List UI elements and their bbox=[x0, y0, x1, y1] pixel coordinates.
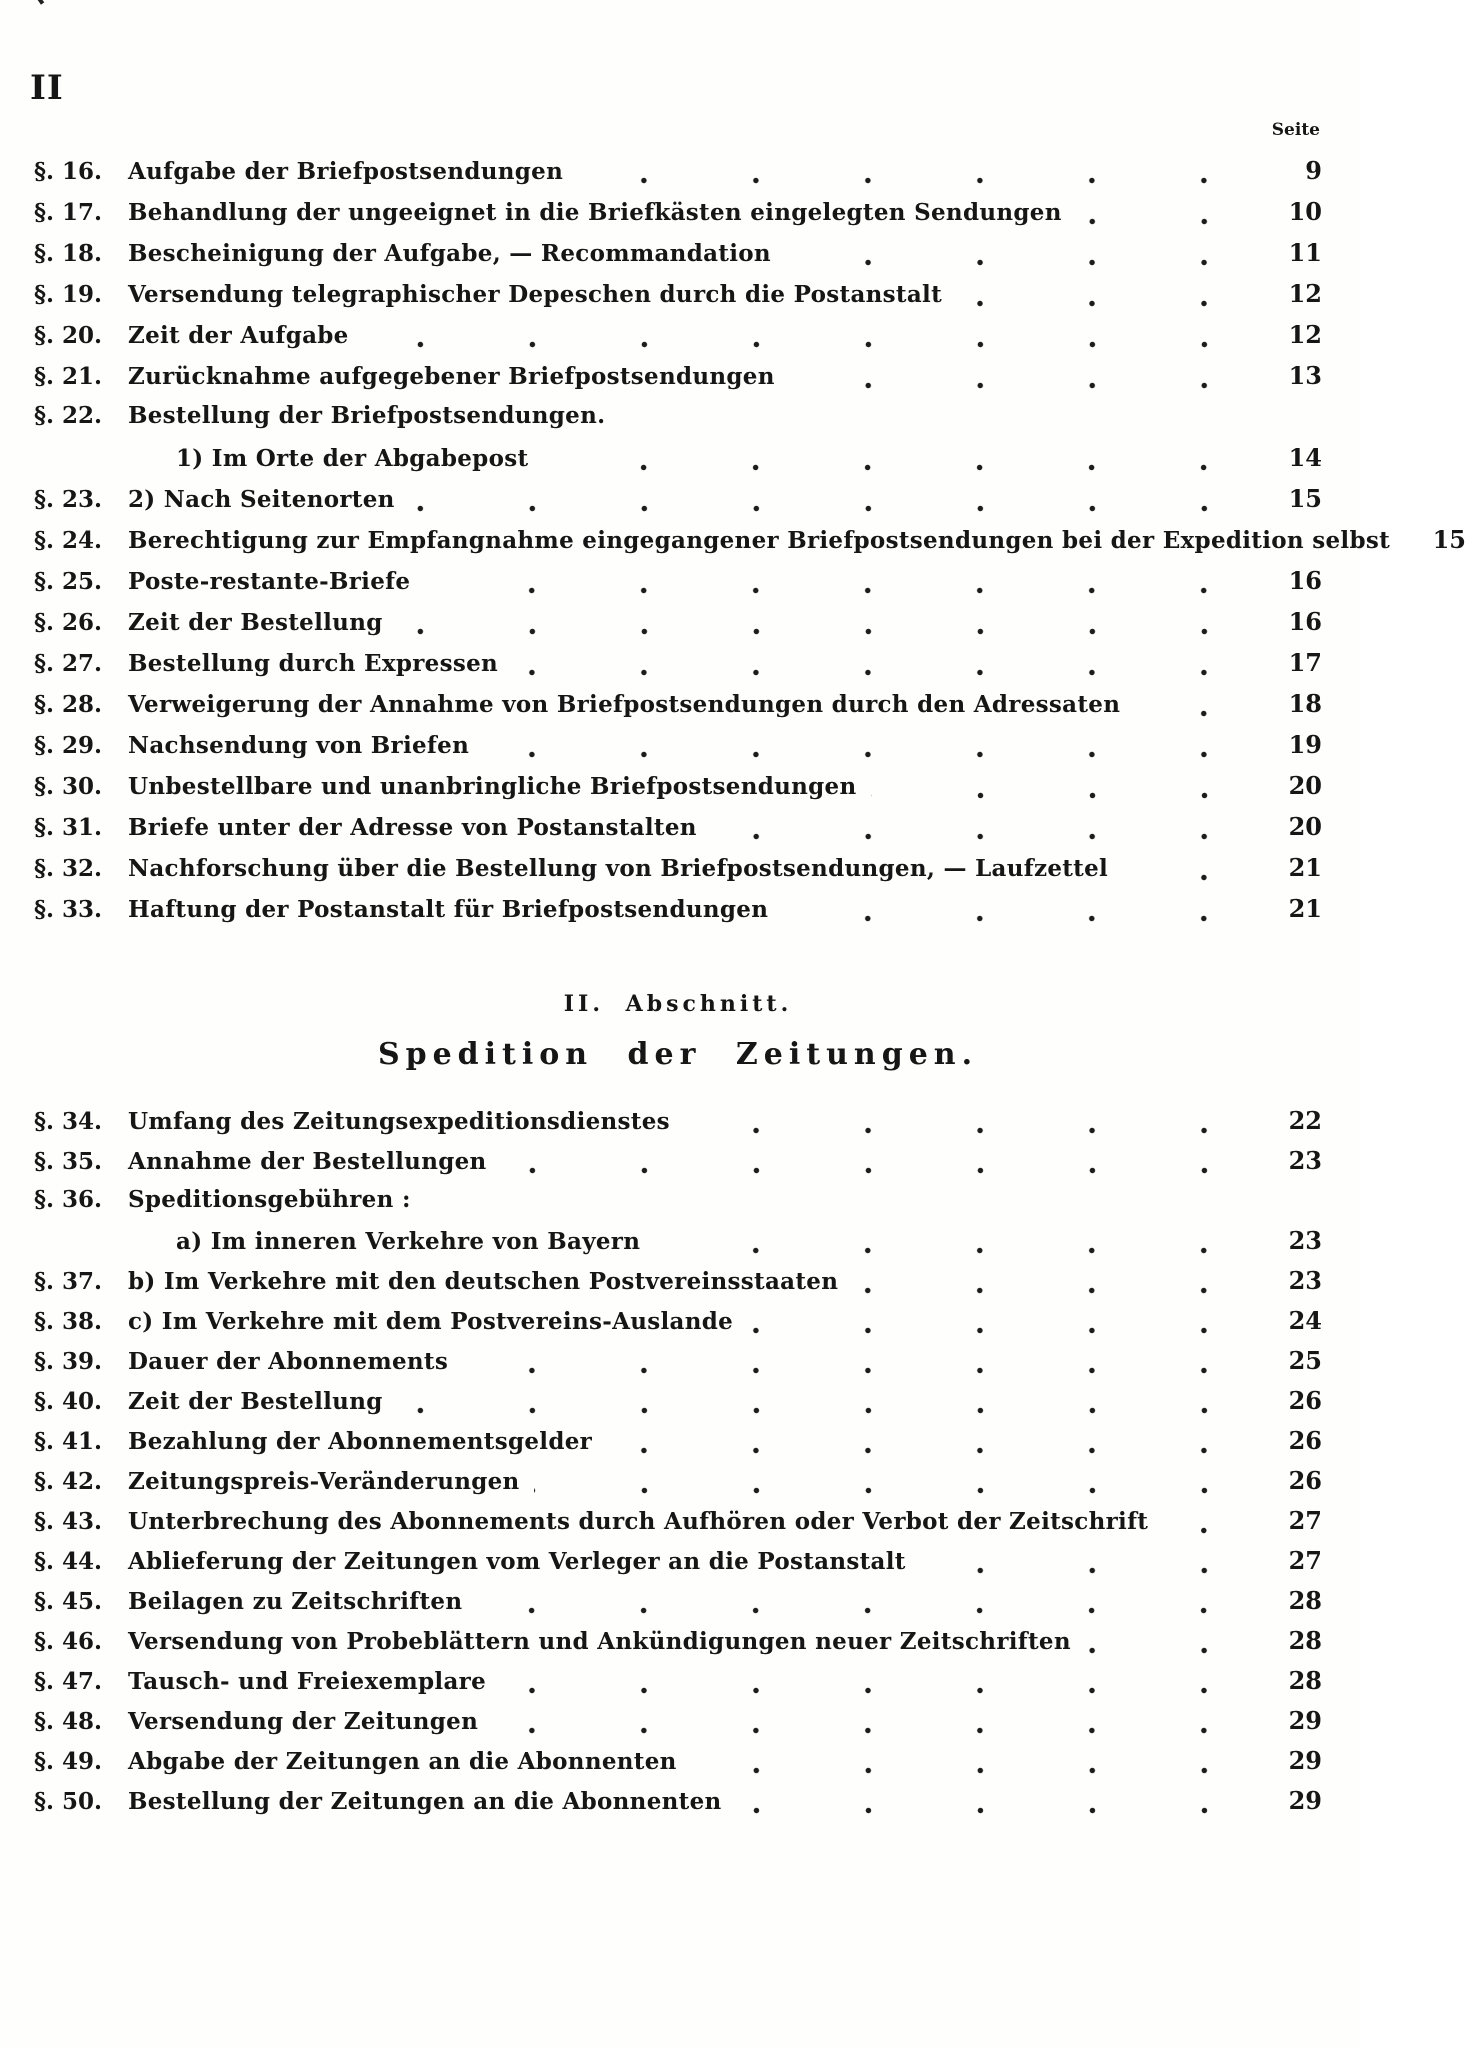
entry-paragraph-number: §. 50. bbox=[34, 1788, 103, 1815]
entry-paragraph-number: §. 39. bbox=[34, 1348, 103, 1375]
entry-title: Haftung der Postanstalt für Briefpostsendungen bbox=[128, 896, 769, 923]
dot-leader bbox=[852, 1287, 1260, 1294]
entry-paragraph-number: §. 44. bbox=[34, 1548, 103, 1575]
entry-page-number: 13 bbox=[1288, 361, 1322, 390]
scan-artifact-mark bbox=[32, 0, 44, 5]
dot-leader bbox=[654, 1247, 1260, 1254]
dot-leader bbox=[397, 1407, 1260, 1414]
entry-page-number: 28 bbox=[1288, 1666, 1322, 1695]
entry-paragraph-number: §. 16. bbox=[34, 158, 103, 185]
toc-section-briefpost bbox=[34, 156, 1466, 935]
entry-page-number: 26 bbox=[1288, 1466, 1322, 1495]
entry-paragraph-number: §. 18. bbox=[34, 240, 103, 267]
toc-entry bbox=[34, 812, 1322, 853]
dot-leader bbox=[425, 1207, 1260, 1214]
toc-entry bbox=[34, 1306, 1322, 1346]
entry-paragraph-number: §. 41. bbox=[34, 1428, 103, 1455]
toc-entry bbox=[34, 1106, 1322, 1146]
entry-paragraph-number: §. 31. bbox=[34, 814, 103, 841]
entry-title: Versendung von Probeblättern und Ankündigungen neuer Zeitschriften bbox=[128, 1628, 1071, 1655]
entry-paragraph-number: §. 45. bbox=[34, 1588, 103, 1615]
entry-paragraph-number: §. 27. bbox=[34, 650, 103, 677]
toc-entry bbox=[34, 730, 1322, 771]
dot-leader bbox=[1134, 710, 1260, 717]
entry-paragraph-number: §. 24. bbox=[34, 527, 103, 554]
entry-paragraph-number: §. 37. bbox=[34, 1268, 103, 1295]
dot-leader bbox=[500, 1687, 1260, 1694]
entry-paragraph-number: §. 17. bbox=[34, 199, 103, 226]
entry-title: Unbestellbare und unanbringliche Briefpostsendungen bbox=[128, 773, 857, 800]
entry-title: Versendung der Zeitungen bbox=[128, 1708, 479, 1735]
toc-entry bbox=[34, 566, 1322, 607]
dot-leader bbox=[619, 423, 1260, 430]
entry-page-number: 26 bbox=[1288, 1386, 1322, 1415]
dot-leader bbox=[747, 1327, 1260, 1334]
entry-page-number: 27 bbox=[1288, 1506, 1322, 1535]
entry-page-number: 23 bbox=[1288, 1146, 1322, 1175]
dot-leader bbox=[462, 1367, 1260, 1374]
entry-page-number: 18 bbox=[1288, 689, 1322, 718]
entry-paragraph-number: §. 29. bbox=[34, 732, 103, 759]
dot-leader bbox=[542, 464, 1260, 471]
entry-title: Verweigerung der Annahme von Briefpostsendungen durch den Adressaten bbox=[128, 691, 1121, 718]
toc-entry bbox=[34, 1626, 1322, 1666]
entry-title: Zeitungspreis-Veränderungen bbox=[128, 1468, 520, 1495]
toc-entry bbox=[34, 648, 1322, 689]
entry-title: Bestellung der Briefpostsendungen. bbox=[128, 402, 606, 429]
entry-page-number: 22 bbox=[1288, 1106, 1322, 1135]
toc-entry bbox=[34, 1546, 1322, 1586]
entry-paragraph-number: §. 47. bbox=[34, 1668, 103, 1695]
entry-paragraph-number: §. 21. bbox=[34, 363, 103, 390]
entry-page-number: 24 bbox=[1288, 1306, 1322, 1335]
toc-entry bbox=[34, 1226, 1322, 1266]
toc-entry bbox=[34, 771, 1322, 812]
entry-page-number: 29 bbox=[1288, 1786, 1322, 1815]
toc-entry bbox=[34, 607, 1322, 648]
entry-title: Annahme der Bestellungen bbox=[128, 1148, 487, 1175]
entry-page-number: 29 bbox=[1288, 1706, 1322, 1735]
entry-title: Ablieferung der Zeitungen vom Verleger an die Postanstalt bbox=[128, 1548, 906, 1575]
entry-paragraph-number: §. 40. bbox=[34, 1388, 103, 1415]
entry-title: Umfang des Zeitungsexpeditionsdienstes bbox=[128, 1108, 670, 1135]
entry-title: b) Im Verkehre mit den deutschen Postvereinsstaaten bbox=[128, 1268, 839, 1295]
dot-leader bbox=[782, 915, 1260, 922]
toc-entry bbox=[34, 361, 1322, 402]
toc-entry bbox=[34, 238, 1322, 279]
entry-title: Berechtigung zur Empfangnahme eingegangener Briefpostsendungen bei der Expedition selbst bbox=[128, 527, 1390, 554]
section-heading-abschnitt: II. Abschnitt. bbox=[563, 991, 793, 1017]
entry-title: Aufgabe der Briefpostsendungen bbox=[128, 158, 564, 185]
entry-title: c) Im Verkehre mit dem Postvereins-Auslande bbox=[128, 1308, 734, 1335]
entry-title: 1) Im Orte der Abgabepost bbox=[176, 445, 529, 472]
entry-page-number: 17 bbox=[1288, 648, 1322, 677]
toc-entry bbox=[34, 1706, 1322, 1746]
entry-paragraph-number: §. 46. bbox=[34, 1628, 103, 1655]
toc-entry bbox=[34, 1346, 1322, 1386]
entry-page-number: 19 bbox=[1288, 730, 1322, 759]
entry-paragraph-number: §. 25. bbox=[34, 568, 103, 595]
entry-paragraph-number: §. 34. bbox=[34, 1108, 103, 1135]
entry-paragraph-number: §. 42. bbox=[34, 1468, 103, 1495]
entry-title: Zeit der Aufgabe bbox=[128, 322, 349, 349]
entry-paragraph-number: §. 48. bbox=[34, 1708, 103, 1735]
entry-page-number: 23 bbox=[1288, 1266, 1322, 1295]
dot-leader bbox=[1162, 1527, 1260, 1534]
entry-paragraph-number: §. 30. bbox=[34, 773, 103, 800]
entry-title: Bezahlung der Abonnementsgelder bbox=[128, 1428, 593, 1455]
entry-title: Nachsendung von Briefen bbox=[128, 732, 470, 759]
entry-title: Zeit der Bestellung bbox=[128, 609, 383, 636]
toc-entry bbox=[34, 1586, 1322, 1626]
entry-page-number: 29 bbox=[1288, 1746, 1322, 1775]
entry-paragraph-number: §. 19. bbox=[34, 281, 103, 308]
toc-entry bbox=[34, 1666, 1322, 1706]
toc-entry bbox=[34, 484, 1322, 525]
entry-title: Poste-restante-Briefe bbox=[128, 568, 411, 595]
toc-entry bbox=[34, 1266, 1322, 1306]
dot-leader bbox=[409, 505, 1260, 512]
dot-leader bbox=[736, 1807, 1260, 1814]
entry-page-number: 15 bbox=[1288, 484, 1322, 513]
entry-paragraph-number: §. 38. bbox=[34, 1308, 103, 1335]
entry-paragraph-number: §. 36. bbox=[34, 1186, 103, 1213]
table-of-contents bbox=[34, 156, 1466, 1826]
dot-leader bbox=[397, 628, 1260, 635]
entry-paragraph-number: §. 28. bbox=[34, 691, 103, 718]
toc-entry bbox=[34, 443, 1322, 484]
entry-page-number: 20 bbox=[1288, 771, 1322, 800]
entry-title: Zeit der Bestellung bbox=[128, 1388, 383, 1415]
entry-page-number: 11 bbox=[1288, 238, 1322, 267]
dot-leader bbox=[476, 1607, 1260, 1614]
dot-leader bbox=[711, 833, 1260, 840]
entry-title: Beilagen zu Zeitschriften bbox=[128, 1588, 463, 1615]
toc-entry bbox=[34, 197, 1322, 238]
entry-page-number: 16 bbox=[1288, 607, 1322, 636]
toc-section-zeitungen bbox=[34, 1106, 1322, 1826]
page-number-roman: II bbox=[30, 68, 64, 108]
entry-title: a) Im inneren Verkehre von Bayern bbox=[176, 1228, 641, 1255]
toc-entry bbox=[34, 320, 1322, 361]
dot-leader bbox=[956, 300, 1260, 307]
toc-entry bbox=[34, 525, 1466, 566]
dot-leader bbox=[424, 587, 1260, 594]
entry-title: Bestellung der Zeitungen an die Abonnenten bbox=[128, 1788, 722, 1815]
entry-paragraph-number: §. 23. bbox=[34, 486, 103, 513]
dot-leader bbox=[534, 1487, 1260, 1494]
dot-leader bbox=[785, 259, 1260, 266]
entry-title: Speditionsgebühren : bbox=[128, 1186, 411, 1213]
entry-page-number: 23 bbox=[1288, 1226, 1322, 1255]
entry-page-number: 14 bbox=[1288, 443, 1322, 472]
toc-entry bbox=[34, 156, 1322, 197]
entry-page-number: 10 bbox=[1288, 197, 1322, 226]
toc-entry bbox=[34, 1146, 1322, 1186]
dot-leader bbox=[1122, 874, 1260, 881]
dot-leader bbox=[1085, 1647, 1260, 1654]
entry-page-number: 21 bbox=[1288, 894, 1322, 923]
entry-page-number: 15 bbox=[1432, 525, 1466, 554]
toc-entry bbox=[34, 689, 1322, 730]
dot-leader bbox=[483, 751, 1260, 758]
toc-entry bbox=[34, 1786, 1322, 1826]
entry-page-number: 12 bbox=[1288, 279, 1322, 308]
entry-title: Behandlung der ungeeignet in die Briefkästen eingelegten Sendungen bbox=[128, 199, 1062, 226]
toc-entry bbox=[34, 1386, 1322, 1426]
toc-entry bbox=[34, 1186, 1322, 1226]
toc-entry bbox=[34, 1746, 1322, 1786]
entry-page-number: 20 bbox=[1288, 812, 1322, 841]
entry-page-number: 26 bbox=[1288, 1426, 1322, 1455]
entry-page-number: 21 bbox=[1288, 853, 1322, 882]
entry-paragraph-number: §. 26. bbox=[34, 609, 103, 636]
dot-leader bbox=[871, 792, 1261, 799]
entry-title: Tausch- und Freiexemplare bbox=[128, 1668, 487, 1695]
toc-entry bbox=[34, 1426, 1322, 1466]
toc-entry bbox=[34, 853, 1322, 894]
section-heading-title: Spedition der Zeitungen. bbox=[377, 1037, 979, 1072]
entry-title: Unterbrechung des Abonnements durch Aufhören oder Verbot der Zeitschrift bbox=[128, 1508, 1149, 1535]
entry-paragraph-number: §. 33. bbox=[34, 896, 103, 923]
entry-title: Briefe unter der Adresse von Postanstalten bbox=[128, 814, 697, 841]
toc-entry bbox=[34, 1506, 1322, 1546]
entry-page-number: 12 bbox=[1288, 320, 1322, 349]
dot-leader bbox=[920, 1567, 1260, 1574]
entry-paragraph-number: §. 35. bbox=[34, 1148, 103, 1175]
entry-title: Bescheinigung der Aufgabe, — Recommandation bbox=[128, 240, 771, 267]
entry-title: Nachforschung über die Bestellung von Briefpostsendungen, — Laufzettel bbox=[128, 855, 1109, 882]
entry-paragraph-number: §. 20. bbox=[34, 322, 103, 349]
toc-entry bbox=[34, 402, 1322, 443]
entry-paragraph-number: §. 49. bbox=[34, 1748, 103, 1775]
dot-leader bbox=[691, 1767, 1260, 1774]
entry-page-number: 25 bbox=[1288, 1346, 1322, 1375]
dot-leader bbox=[789, 382, 1260, 389]
entry-title: Bestellung durch Expressen bbox=[128, 650, 499, 677]
entry-paragraph-number: §. 43. bbox=[34, 1508, 103, 1535]
toc-entry bbox=[34, 279, 1322, 320]
dot-leader bbox=[492, 1727, 1260, 1734]
entry-title: Dauer der Abonnements bbox=[128, 1348, 449, 1375]
dot-leader bbox=[363, 341, 1260, 348]
entry-page-number: 27 bbox=[1288, 1546, 1322, 1575]
entry-paragraph-number: §. 22. bbox=[34, 402, 103, 429]
dot-leader bbox=[684, 1127, 1260, 1134]
dot-leader bbox=[501, 1167, 1260, 1174]
dot-leader bbox=[512, 669, 1260, 676]
entry-page-number: 28 bbox=[1288, 1586, 1322, 1615]
entry-title: 2) Nach Seitenorten bbox=[128, 486, 395, 513]
dot-leader bbox=[1076, 218, 1260, 225]
entry-page-number: 9 bbox=[1305, 156, 1322, 185]
entry-title: Zurücknahme aufgegebener Briefpostsendungen bbox=[128, 363, 775, 390]
entry-page-number: 28 bbox=[1288, 1626, 1322, 1655]
entry-title: Versendung telegraphischer Depeschen durch die Postanstalt bbox=[128, 281, 943, 308]
dot-leader bbox=[606, 1447, 1260, 1454]
toc-entry bbox=[34, 894, 1322, 935]
section-heading-block bbox=[34, 991, 1322, 1072]
entry-page-number: 16 bbox=[1288, 566, 1322, 595]
entry-paragraph-number: §. 32. bbox=[34, 855, 103, 882]
toc-entry bbox=[34, 1466, 1322, 1506]
dot-leader bbox=[577, 177, 1260, 184]
seite-column-header: Seite bbox=[1271, 120, 1320, 140]
entry-title: Abgabe der Zeitungen an die Abonnenten bbox=[128, 1748, 677, 1775]
